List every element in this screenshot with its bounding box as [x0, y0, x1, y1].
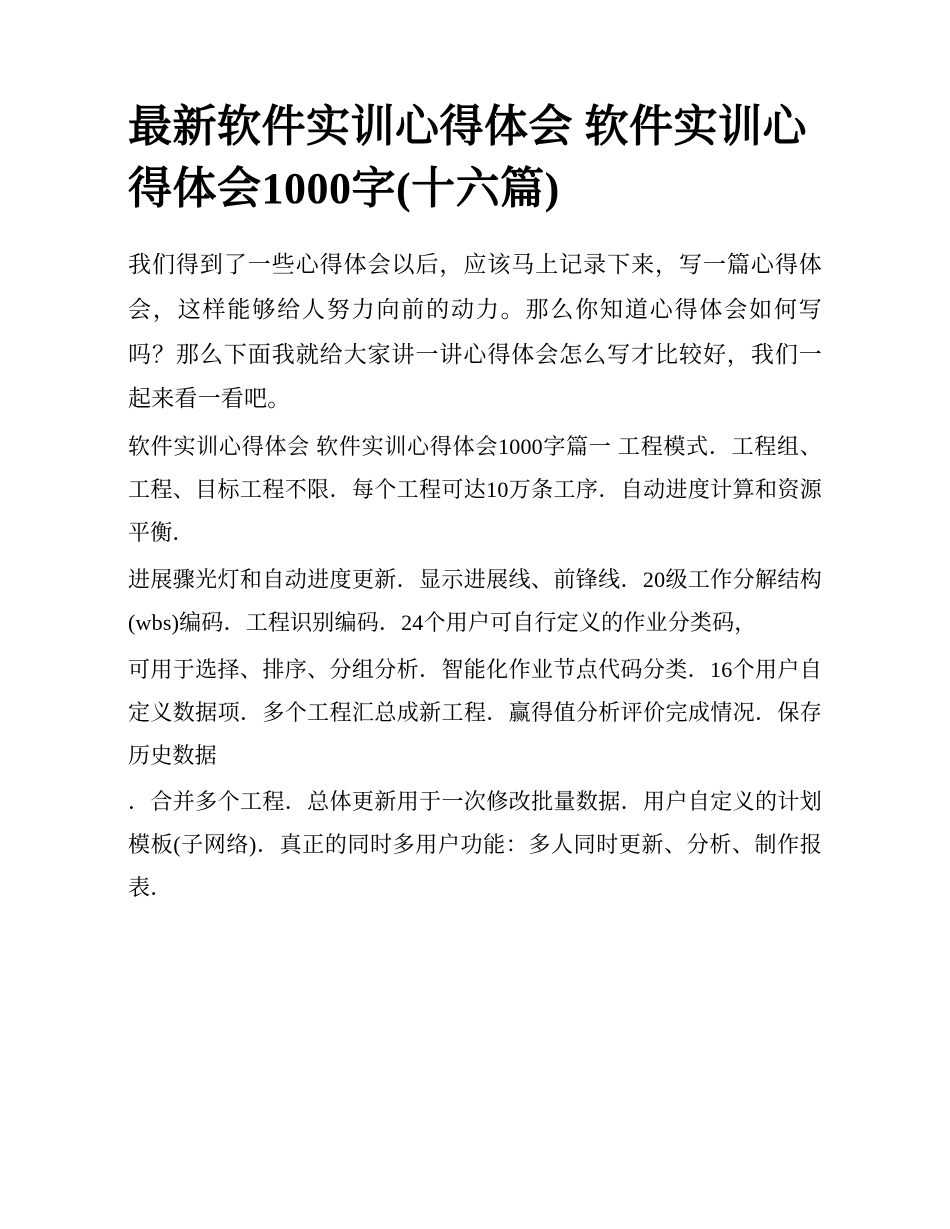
paragraph-section-1: 软件实训心得体会 软件实训心得体会1000字篇一 工程模式．工程组、工程、目标工程不限．每个工程可达10万条工序．自动进度计算和资源平衡．	[128, 434, 822, 546]
paragraph-section-4: ．合并多个工程．总体更新用于一次修改批量数据．用户自定义的计划模板(子网络)．真正的同时多用户功能：多人同时更新、分析、制作报表．	[128, 789, 822, 901]
paragraph-section-3: 可用于选择、排序、分组分析．智能化作业节点代码分类．16个用户自定义数据项．多个工程汇总成新工程．赢得值分析评价完成情况．保存历史数据	[128, 656, 822, 768]
paragraph-intro: 我们得到了一些心得体会以后，应该马上记录下来，写一篇心得体会，这样能够给人努力向前的动力。那么你知道心得体会如何写吗？那么下面我就给大家讲一讲心得体会怎么写才比较好，我们一起来看一看吧。	[128, 251, 822, 412]
paragraph-section-2: 进展骤光灯和自动进度更新．显示进展线、前锋线．20级工作分解结构(wbs)编码．工程识别编码．24个用户可自行定义的作业分类码，	[128, 566, 822, 635]
page-title: 最新软件实训心得体会 软件实训心得体会1000字(十六篇)	[128, 102, 807, 214]
